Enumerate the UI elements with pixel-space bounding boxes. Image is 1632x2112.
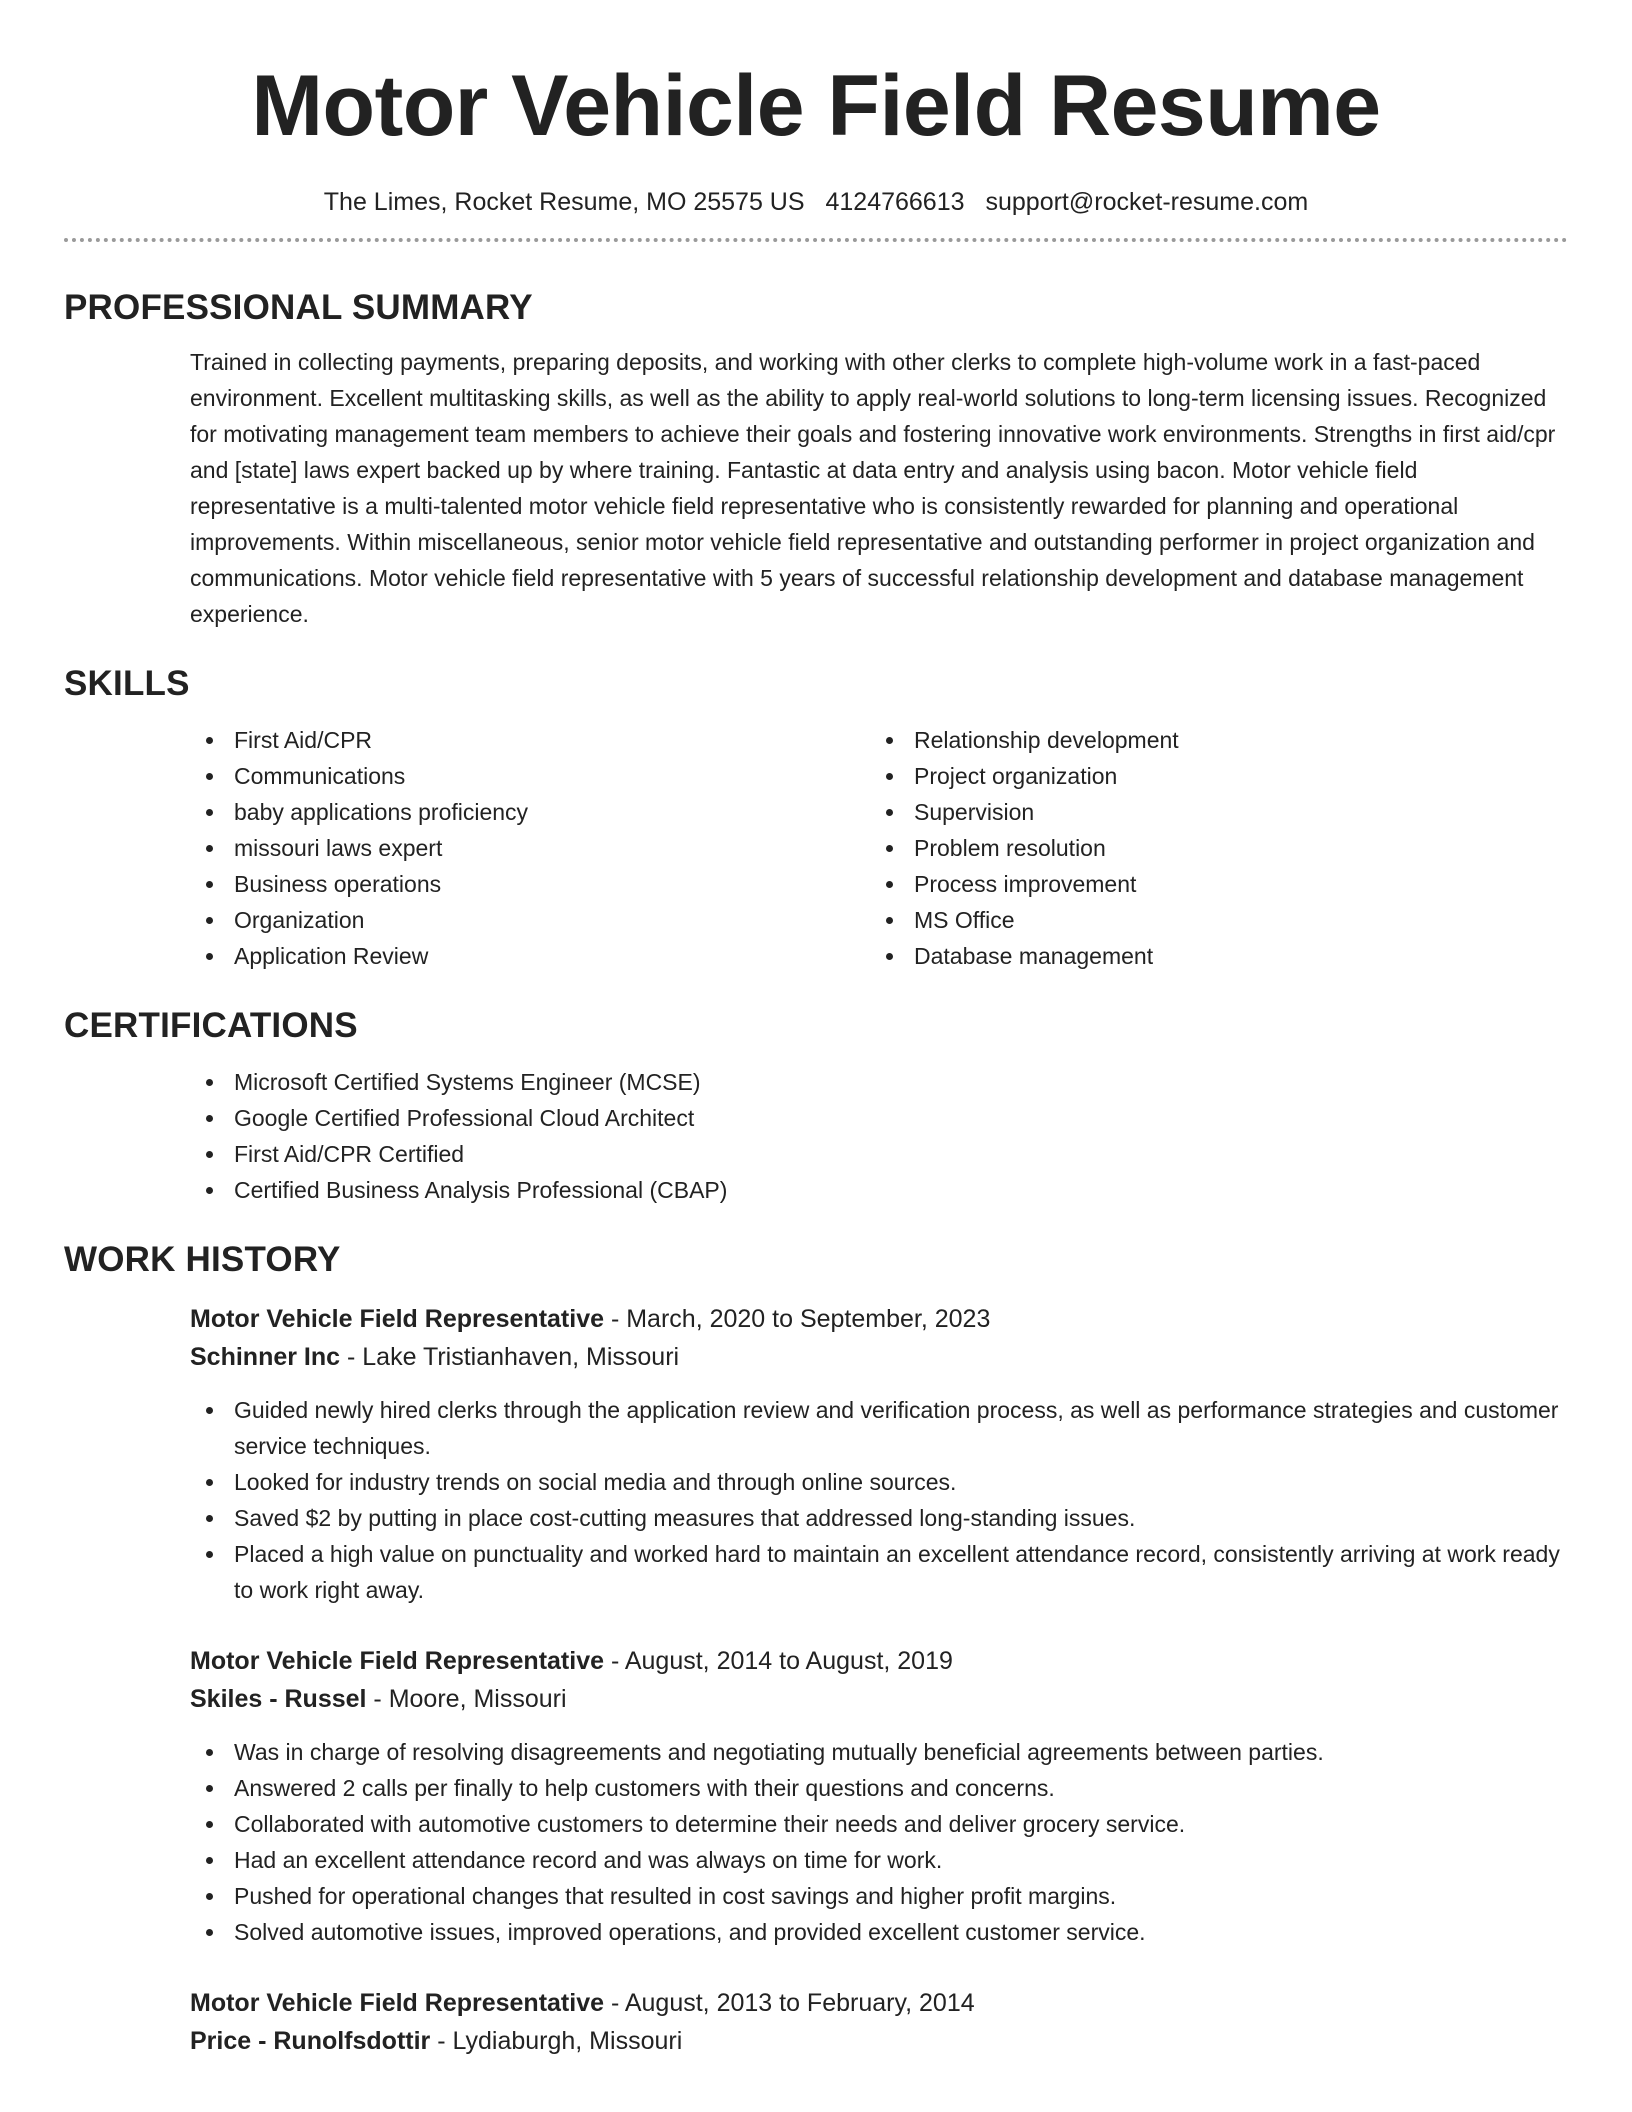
skill-item: missouri laws expert [190, 830, 870, 866]
job-title-line [190, 1984, 1568, 2022]
work-history-heading: WORK HISTORY [64, 1240, 341, 1279]
job-company-line [190, 2022, 1568, 2060]
skills-list [64, 722, 1568, 974]
job-bullet: Was in charge of resolving disagreements and negotiating mutually beneficial agreements between parties. [190, 1734, 1568, 1770]
job-bullet: Solved automotive issues, improved operations, and provided excellent customer service. [190, 1914, 1568, 1950]
job-entry [64, 1300, 1568, 1608]
job-location: - Lydiaburgh, Missouri [430, 2027, 683, 2055]
summary-text: Trained in collecting payments, preparing deposits, and working with other clerks to complete high-volume work in a fast-paced environment. Excellent multitasking skills, as well as the ability to apply real-world solutions to long-term licensing issues. Recognized for motivating management team members to achieve their goals and fostering innovative work environments. Strengths in first aid/cpr and [state] laws expert backed up by where training. Fantastic at data entry and analysis using bacon. Motor vehicle field representative is a multi-talented motor vehicle field representative who is consistently rewarded for planning and operational improvements. Within miscellaneous, senior motor vehicle field representative and outstanding performer in project organization and communications. Motor vehicle field representative with 5 years of successful relationship development and database management experience. [190, 349, 1556, 627]
certifications-list [64, 1064, 1568, 1208]
header-divider [64, 238, 1568, 242]
skill-item: Application Review [190, 938, 870, 974]
certification-item: Microsoft Certified Systems Engineer (MCSE) [190, 1064, 1568, 1100]
skill-item: Communications [190, 758, 870, 794]
skill-item: Organization [190, 902, 870, 938]
skill-item: MS Office [870, 902, 1550, 938]
skill-item: First Aid/CPR [190, 722, 870, 758]
skill-item: Problem resolution [870, 830, 1550, 866]
skill-item: Relationship development [870, 722, 1550, 758]
skill-item: Supervision [870, 794, 1550, 830]
skills-right-column [870, 722, 1550, 974]
certifications-heading: CERTIFICATIONS [64, 1006, 358, 1045]
skill-item: Process improvement [870, 866, 1550, 902]
skill-item: Project organization [870, 758, 1550, 794]
contact-line [64, 186, 1568, 218]
job-title: Motor Vehicle Field Representative [190, 1305, 605, 1333]
job-location: - Lake Tristianhaven, Missouri [340, 1343, 680, 1371]
job-dates: - August, 2014 to August, 2019 [604, 1647, 953, 1675]
skill-item: baby applications proficiency [190, 794, 870, 830]
job-company-line [190, 1680, 1568, 1718]
job-bullets [190, 1392, 1568, 1608]
job-entry [64, 1642, 1568, 1950]
skill-item: Business operations [190, 866, 870, 902]
job-company: Schinner Inc [190, 1343, 341, 1371]
job-bullet: Looked for industry trends on social media and through online sources. [190, 1464, 1568, 1500]
resume-title: Motor Vehicle Field Resume [251, 58, 1381, 154]
job-dates: - March, 2020 to September, 2023 [604, 1305, 991, 1333]
job-bullet: Collaborated with automotive customers to determine their needs and deliver grocery service. [190, 1806, 1568, 1842]
summary-heading: PROFESSIONAL SUMMARY [64, 288, 533, 327]
skill-item: Database management [870, 938, 1550, 974]
job-bullet: Guided newly hired clerks through the application review and verification process, as well as performance strategies and customer service techniques. [190, 1392, 1568, 1464]
certification-item: Certified Business Analysis Professional (CBAP) [190, 1172, 1568, 1208]
skills-heading: SKILLS [64, 664, 190, 703]
job-bullet: Placed a high value on punctuality and worked hard to maintain an excellent attendance record, consistently arriving at work ready to work right away. [190, 1536, 1568, 1608]
certification-item: First Aid/CPR Certified [190, 1136, 1568, 1172]
job-dates: - August, 2013 to February, 2014 [604, 1989, 975, 2017]
job-title: Motor Vehicle Field Representative [190, 1647, 605, 1675]
job-bullets [190, 1734, 1568, 1950]
job-title: Motor Vehicle Field Representative [190, 1989, 605, 2017]
certification-item: Google Certified Professional Cloud Architect [190, 1100, 1568, 1136]
job-title-line [190, 1642, 1568, 1680]
job-bullet: Answered 2 calls per finally to help customers with their questions and concerns. [190, 1770, 1568, 1806]
skills-left-column [190, 722, 870, 974]
job-location: - Moore, Missouri [366, 1685, 567, 1713]
contact-phone: 4124766613 [825, 188, 965, 216]
job-company: Price - Runolfsdottir [190, 2027, 431, 2055]
job-bullet: Pushed for operational changes that resulted in cost savings and higher profit margins. [190, 1878, 1568, 1914]
job-title-line [190, 1300, 1568, 1338]
job-company-line [190, 1338, 1568, 1376]
job-bullet: Saved $2 by putting in place cost-cutting measures that addressed long-standing issues. [190, 1500, 1568, 1536]
job-bullet: Had an excellent attendance record and was always on time for work. [190, 1842, 1568, 1878]
job-company: Skiles - Russel [190, 1685, 367, 1713]
contact-address: The Limes, Rocket Resume, MO 25575 US [323, 188, 805, 216]
contact-email: support@rocket-resume.com [985, 188, 1309, 216]
job-entry [64, 1984, 1568, 2060]
